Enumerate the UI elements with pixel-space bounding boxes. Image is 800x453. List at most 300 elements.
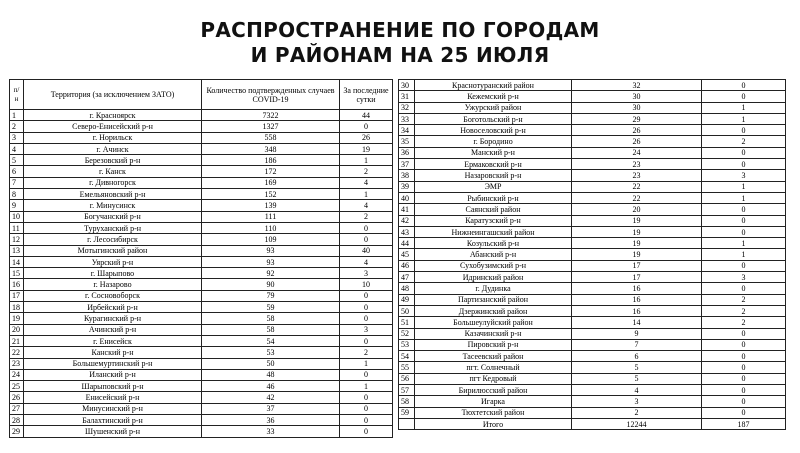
territory-name: Курагинский р-н [24,313,202,324]
last-day-count: 26 [340,132,393,143]
territory-name: Северо-Енисейский р-н [24,121,202,132]
territory-name: Саянский район [415,204,572,215]
confirmed-count: 558 [202,132,340,143]
territory-name: пгт. Солнечный [415,362,572,373]
row-number: 36 [399,147,415,158]
table-row [399,283,786,294]
row-number: 16 [10,279,24,290]
last-day-count: 0 [340,290,393,301]
confirmed-count: 29 [572,113,702,124]
row-number: 8 [10,189,24,200]
row-number: 18 [10,302,24,313]
territory-name: Шушенский р-н [24,426,202,437]
row-number: 32 [399,102,415,113]
last-day-count: 2 [340,347,393,358]
territory-name: Балахтинский р-н [24,415,202,426]
confirmed-count: 26 [572,125,702,136]
confirmed-count: 30 [572,102,702,113]
confirmed-count: 48 [202,369,340,380]
table-row [10,302,393,313]
confirmed-count: 24 [572,147,702,158]
last-day-count: 0 [702,396,786,407]
table-row [10,403,393,414]
territory-name: г. Сосновоборск [24,290,202,301]
table-row [10,121,393,132]
territory-name: Нижнеингашский район [415,226,572,237]
confirmed-count: 32 [572,80,702,91]
header-last-day: За последние сутки [340,80,393,110]
last-day-count: 0 [340,415,393,426]
territory-name: Тюхтетский район [415,407,572,418]
territory-name: Новоселовский р-н [415,125,572,136]
confirmed-count: 19 [572,249,702,260]
row-number: 53 [399,339,415,350]
last-day-count: 0 [702,351,786,362]
row-number: 48 [399,283,415,294]
table-row [10,256,393,267]
last-day-count: 1 [702,249,786,260]
table-row [399,192,786,203]
table-row [10,189,393,200]
table-row [10,415,393,426]
total-confirmed: 12244 [572,418,702,429]
confirmed-count: 59 [202,302,340,313]
table-row [10,234,393,245]
confirmed-count: 9 [572,328,702,339]
territory-name: Рыбинский р-н [415,192,572,203]
table-row [10,369,393,380]
row-number: 13 [10,245,24,256]
confirmed-count: 46 [202,381,340,392]
row-number: 57 [399,385,415,396]
territory-name: Большемуртинский р-н [24,358,202,369]
header-num: п/н [10,80,24,110]
territory-name: Тасеевский район [415,351,572,362]
last-day-count: 0 [702,339,786,350]
confirmed-count: 58 [202,324,340,335]
last-day-count: 0 [702,125,786,136]
table-row [399,181,786,192]
last-day-count: 1 [340,155,393,166]
confirmed-count: 14 [572,317,702,328]
last-day-count: 0 [702,362,786,373]
table-row [10,313,393,324]
header-confirmed: Количество подтвержденных случаев COVID-19 [202,80,340,110]
last-day-count: 0 [340,403,393,414]
table-row [10,245,393,256]
table-row [399,373,786,384]
last-day-count: 4 [340,177,393,188]
confirmed-count: 16 [572,305,702,316]
last-day-count: 1 [702,113,786,124]
confirmed-count: 1327 [202,121,340,132]
row-number: 14 [10,256,24,267]
row-number: 9 [10,200,24,211]
table-row [399,317,786,328]
confirmed-count: 16 [572,283,702,294]
row-number: 38 [399,170,415,181]
row-number: 11 [10,222,24,233]
table-row [10,110,393,121]
territory-name: Енисейский р-н [24,392,202,403]
table-row [399,204,786,215]
row-number: 29 [10,426,24,437]
last-day-count: 0 [702,80,786,91]
territory-name: Идринский район [415,272,572,283]
last-day-count: 0 [702,159,786,170]
confirmed-count: 2 [572,407,702,418]
table-row [399,328,786,339]
row-number: 20 [10,324,24,335]
table-row [10,392,393,403]
table-row [10,426,393,437]
last-day-count: 44 [340,110,393,121]
table-row [399,125,786,136]
table-row [399,362,786,373]
territory-name: Пировский р-н [415,339,572,350]
total-last-day: 187 [702,418,786,429]
confirmed-count: 92 [202,268,340,279]
confirmed-count: 23 [572,170,702,181]
territory-name: г. Шарыпово [24,268,202,279]
row-number: 19 [10,313,24,324]
territory-name: г. Дудинка [415,283,572,294]
table-row [10,324,393,335]
row-number: 12 [10,234,24,245]
confirmed-count: 348 [202,143,340,154]
territory-name: г. Минусинск [24,200,202,211]
row-number: 59 [399,407,415,418]
territory-name: Иланский р-н [24,369,202,380]
row-number: 49 [399,294,415,305]
territory-name: г. Лесосибирск [24,234,202,245]
table-row [10,335,393,346]
row-number: 51 [399,317,415,328]
total-row-group [399,418,786,429]
last-day-count: 0 [702,328,786,339]
last-day-count: 1 [340,381,393,392]
page-title [0,18,800,68]
table-row [10,347,393,358]
table-row [10,381,393,392]
last-day-count: 0 [702,407,786,418]
row-number: 42 [399,215,415,226]
last-day-count: 0 [340,392,393,403]
confirmed-count: 111 [202,211,340,222]
table-row [10,132,393,143]
confirmed-count: 50 [202,358,340,369]
left-table-body [10,110,393,438]
territory-name: г. Бородино [415,136,572,147]
last-day-count: 40 [340,245,393,256]
row-number: 40 [399,192,415,203]
table-row [10,268,393,279]
territory-name: Минусинский р-н [24,403,202,414]
row-number: 54 [399,351,415,362]
confirmed-count: 36 [202,415,340,426]
territory-name: Каратузский р-н [415,215,572,226]
last-day-count: 0 [702,260,786,271]
territory-name: Краснотуранский район [415,80,572,91]
table-row [399,226,786,237]
territory-name: г. Канск [24,166,202,177]
table-row [399,102,786,113]
table-row [399,80,786,91]
last-day-count: 0 [702,283,786,294]
territory-name: г. Назарово [24,279,202,290]
confirmed-count: 139 [202,200,340,211]
last-day-count: 0 [340,335,393,346]
table-row [10,200,393,211]
row-number: 34 [399,125,415,136]
row-number: 6 [10,166,24,177]
table-row [399,385,786,396]
table-row [10,166,393,177]
row-number: 1 [10,110,24,121]
table-row [399,305,786,316]
last-day-count: 3 [702,272,786,283]
confirmed-count: 17 [572,260,702,271]
table-row [10,211,393,222]
territory-name: Богучанский р-н [24,211,202,222]
right-table-body [399,80,786,419]
territory-name: Игарка [415,396,572,407]
territory-name: Козульский р-н [415,238,572,249]
confirmed-count: 22 [572,181,702,192]
last-day-count: 0 [340,222,393,233]
confirmed-count: 169 [202,177,340,188]
territory-name: г. Красноярск [24,110,202,121]
row-number: 3 [10,132,24,143]
last-day-count: 0 [340,313,393,324]
territory-name: Манский р-н [415,147,572,158]
table-row [10,358,393,369]
row-number: 28 [10,415,24,426]
last-day-count: 2 [702,305,786,316]
table-row [399,91,786,102]
last-day-count: 1 [340,189,393,200]
row-number: 43 [399,226,415,237]
last-day-count: 0 [340,234,393,245]
table-row [399,272,786,283]
table-row [399,249,786,260]
territory-name: г. Норильск [24,132,202,143]
row-number: 15 [10,268,24,279]
last-day-count: 2 [702,294,786,305]
last-day-count: 1 [340,358,393,369]
last-day-count: 0 [340,426,393,437]
table-row [10,177,393,188]
table-row [10,143,393,154]
row-number: 37 [399,159,415,170]
row-number: 41 [399,204,415,215]
last-day-count: 4 [340,256,393,267]
title-line-1: РАСПРОСТРАНЕНИЕ ПО ГОРОДАМ [200,18,600,42]
territory-name: Сухобузимский р-н [415,260,572,271]
last-day-count: 1 [702,192,786,203]
confirmed-count: 53 [202,347,340,358]
territory-name: Березовский р-н [24,155,202,166]
last-day-count: 0 [702,226,786,237]
last-day-count: 19 [340,143,393,154]
last-day-count: 2 [702,317,786,328]
territory-name: Уярский р-н [24,256,202,267]
territory-name: Ермаковский р-н [415,159,572,170]
last-day-count: 3 [340,324,393,335]
territory-name: Мотыгинский район [24,245,202,256]
confirmed-count: 110 [202,222,340,233]
territory-name: Бирилюсский район [415,385,572,396]
last-day-count: 0 [702,91,786,102]
row-number: 47 [399,272,415,283]
confirmed-count: 6 [572,351,702,362]
territory-name: пгт Кедровый [415,373,572,384]
table-row [10,155,393,166]
confirmed-count: 54 [202,335,340,346]
row-number: 17 [10,290,24,301]
confirmed-count: 26 [572,136,702,147]
territory-name: г. Дивногорск [24,177,202,188]
row-number: 25 [10,381,24,392]
territory-name: ЭМР [415,181,572,192]
territory-name: Шарыповский р-н [24,381,202,392]
territory-name: Назаровский р-н [415,170,572,181]
last-day-count: 3 [340,268,393,279]
row-number: 35 [399,136,415,147]
confirmed-count: 17 [572,272,702,283]
row-number: 50 [399,305,415,316]
total-row [399,418,786,429]
confirmed-count: 7322 [202,110,340,121]
territory-name: Ужурский район [415,102,572,113]
confirmed-count: 90 [202,279,340,290]
territory-name: Дзержинский район [415,305,572,316]
confirmed-count: 58 [202,313,340,324]
last-day-count: 2 [340,166,393,177]
row-number: 26 [10,392,24,403]
table-row [399,147,786,158]
confirmed-count: 23 [572,159,702,170]
territory-name: Партизанский район [415,294,572,305]
row-number: 30 [399,80,415,91]
row-number: 22 [10,347,24,358]
row-number: 4 [10,143,24,154]
left-table [9,79,393,438]
last-day-count: 0 [702,373,786,384]
row-number: 46 [399,260,415,271]
territory-name: Боготольский р-н [415,113,572,124]
confirmed-count: 4 [572,385,702,396]
table-row [399,407,786,418]
row-number: 21 [10,335,24,346]
territory-name: Казачинский р-н [415,328,572,339]
confirmed-count: 93 [202,245,340,256]
last-day-count: 4 [340,200,393,211]
last-day-count: 0 [340,121,393,132]
row-number: 5 [10,155,24,166]
confirmed-count: 33 [202,426,340,437]
last-day-count: 1 [702,238,786,249]
confirmed-count: 19 [572,226,702,237]
confirmed-count: 152 [202,189,340,200]
total-num-cell [399,418,415,429]
row-number: 2 [10,121,24,132]
last-day-count: 2 [340,211,393,222]
territory-name: Туруханский р-н [24,222,202,233]
last-day-count: 0 [340,302,393,313]
territory-name: Ачинский р-н [24,324,202,335]
title-line-2: И РАЙОНАМ НА 25 ИЮЛЯ [250,43,550,67]
last-day-count: 0 [340,369,393,380]
total-label: Итого [415,418,572,429]
table-row [399,294,786,305]
confirmed-count: 30 [572,91,702,102]
territory-name: Абанский р-н [415,249,572,260]
row-number: 58 [399,396,415,407]
confirmed-count: 7 [572,339,702,350]
row-number: 39 [399,181,415,192]
row-number: 33 [399,113,415,124]
confirmed-count: 16 [572,294,702,305]
right-table [398,79,786,430]
territory-name: г. Ачинск [24,143,202,154]
table-header [10,80,393,110]
row-number: 24 [10,369,24,380]
row-number: 56 [399,373,415,384]
last-day-count: 10 [340,279,393,290]
confirmed-count: 37 [202,403,340,414]
row-number: 7 [10,177,24,188]
table-row [399,136,786,147]
last-day-count: 0 [702,147,786,158]
confirmed-count: 5 [572,373,702,384]
confirmed-count: 186 [202,155,340,166]
territory-name: Канский р-н [24,347,202,358]
row-number: 45 [399,249,415,260]
table-row [399,215,786,226]
confirmed-count: 172 [202,166,340,177]
last-day-count: 0 [702,215,786,226]
table-row [399,339,786,350]
table-row [399,170,786,181]
table-row [399,113,786,124]
confirmed-count: 19 [572,238,702,249]
confirmed-count: 109 [202,234,340,245]
last-day-count: 2 [702,136,786,147]
last-day-count: 0 [702,204,786,215]
confirmed-count: 19 [572,215,702,226]
confirmed-count: 93 [202,256,340,267]
territory-name: Большеулуйский район [415,317,572,328]
last-day-count: 1 [702,181,786,192]
table-row [399,238,786,249]
table-row [10,279,393,290]
last-day-count: 3 [702,170,786,181]
row-number: 27 [10,403,24,414]
table-row [10,290,393,301]
confirmed-count: 79 [202,290,340,301]
last-day-count: 1 [702,102,786,113]
confirmed-count: 22 [572,192,702,203]
confirmed-count: 3 [572,396,702,407]
territory-name: г. Енисейск [24,335,202,346]
header-territory: Территория (за исключением ЗАТО) [24,80,202,110]
row-number: 31 [399,91,415,102]
row-number: 23 [10,358,24,369]
confirmed-count: 20 [572,204,702,215]
table-row [399,159,786,170]
last-day-count: 0 [702,385,786,396]
